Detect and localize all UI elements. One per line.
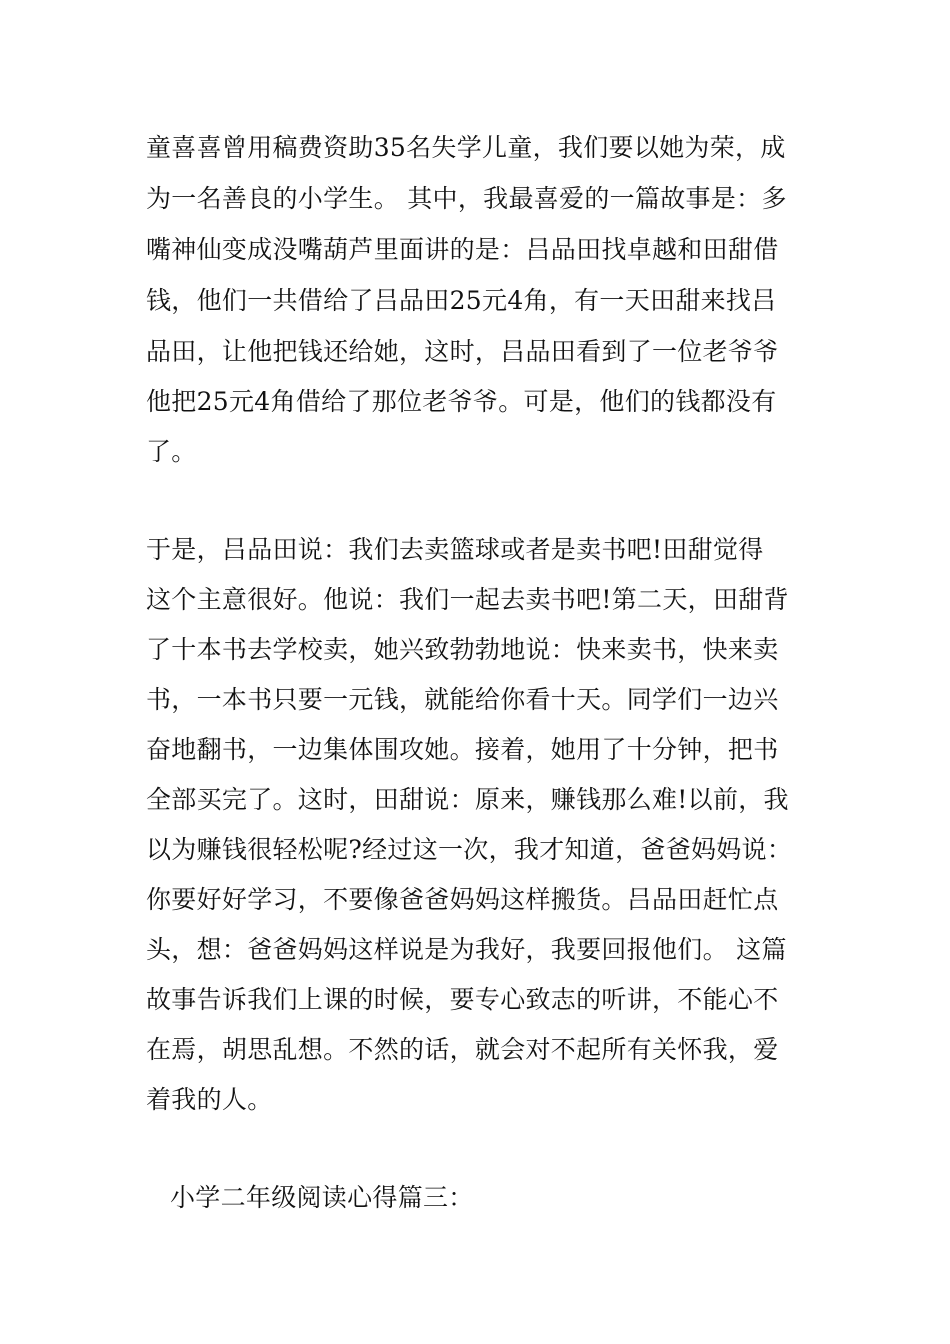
paragraph-1-line-5: 品田，让他把钱还给她，这时，吕品田看到了一位老爷爷 — [146, 337, 779, 366]
paragraph-1-line-3: 嘴神仙变成没嘴葫芦里面讲的是：吕品田找卓越和田甜借 — [146, 235, 779, 264]
paragraph-1-line-2: 为一名善良的小学生。 其中，我最喜爱的一篇故事是：多 — [146, 184, 787, 213]
paragraph-2-line-4: 书，一本书只要一元钱，就能给你看十天。同学们一边兴 — [146, 685, 779, 714]
paragraph-2-line-6: 全部买完了。这时，田甜说：原来，赚钱那么难!以前，我 — [146, 785, 789, 814]
paragraph-2-line-10: 故事告诉我们上课的时候，要专心致志的听讲，不能心不 — [146, 985, 779, 1014]
paragraph-2-line-8: 你要好好学习，不要像爸爸妈妈这样搬货。吕品田赶忙点 — [146, 885, 779, 914]
paragraph-1-line-7: 了。 — [146, 437, 197, 466]
paragraph-2-line-3: 了十本书去学校卖，她兴致勃勃地说：快来卖书，快来卖 — [146, 635, 779, 664]
paragraph-1-line-1: 童喜喜曾用稿费资助35名失学儿童，我们要以她为荣，成 — [146, 133, 786, 162]
paragraph-2-line-7: 以为赚钱很轻松呢?经过这一次，我才知道，爸爸妈妈说： — [146, 835, 793, 864]
paragraph-2-line-1: 于是，吕品田说：我们去卖篮球或者是卖书吧!田甜觉得 — [146, 535, 764, 564]
paragraph-2-line-9: 头，想：爸爸妈妈这样说是为我好，我要回报他们。 这篇 — [146, 935, 787, 964]
paragraph-1-line-4: 钱，他们一共借给了吕品田25元4角，有一天田甜来找吕 — [146, 286, 777, 315]
paragraph-2-line-2: 这个主意很好。他说：我们一起去卖书吧!第二天，田甜背 — [146, 585, 789, 614]
paragraph-1-line-6: 他把25元4角借给了那位老爷爷。可是，他们的钱都没有 — [146, 387, 777, 416]
paragraph-2-line-5: 奋地翻书，一边集体围攻她。接着，她用了十分钟，把书 — [146, 735, 779, 764]
section-heading: 小学二年级阅读心得篇三： — [170, 1183, 474, 1212]
paragraph-2-line-12: 着我的人。 — [146, 1085, 273, 1114]
paragraph-2-line-11: 在焉，胡思乱想。不然的话，就会对不起所有关怀我，爱 — [146, 1035, 779, 1064]
